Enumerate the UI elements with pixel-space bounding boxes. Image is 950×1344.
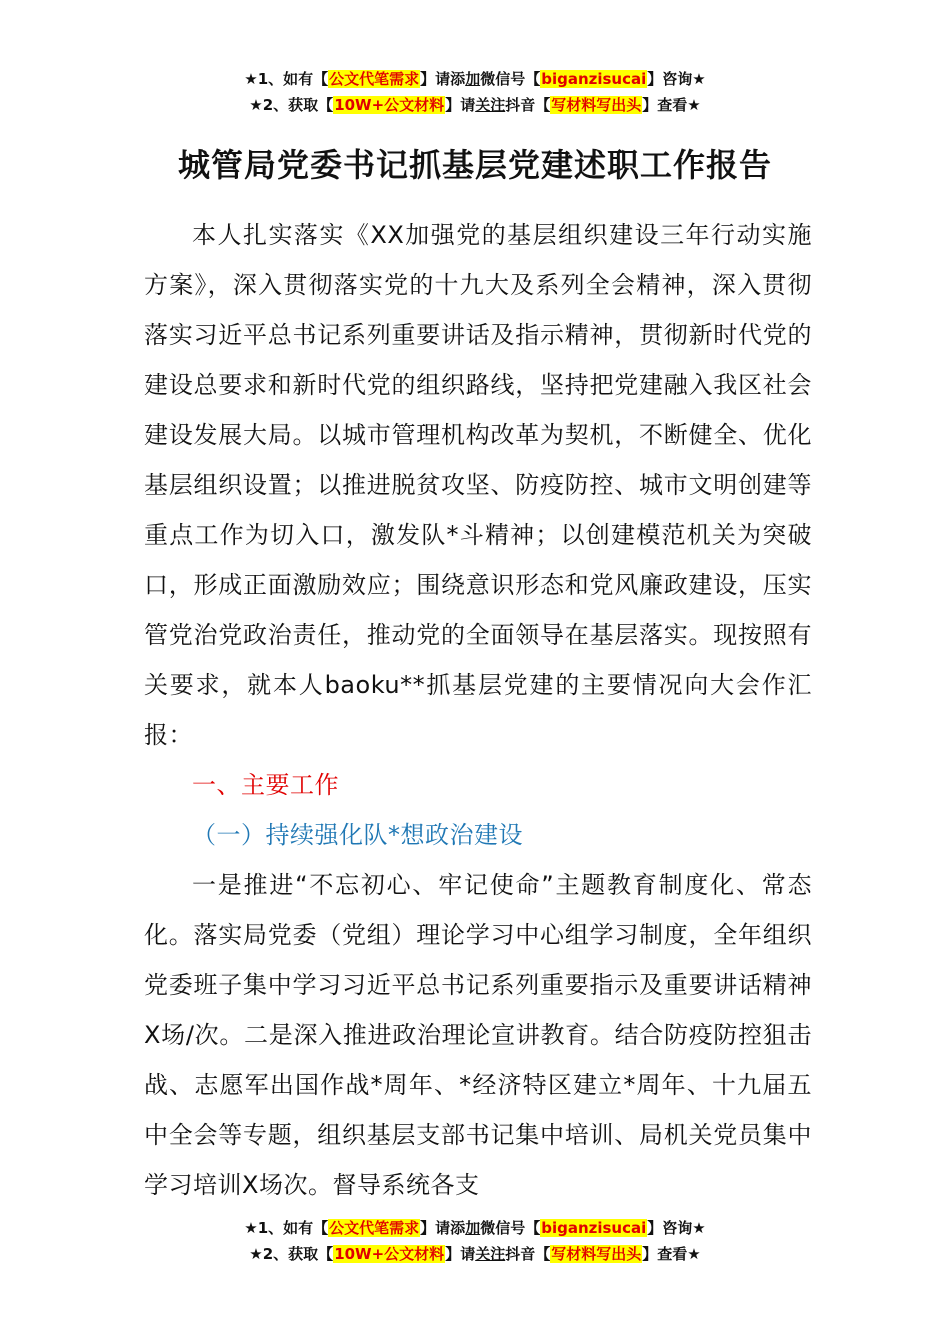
section-heading: 一、主要工作: [192, 771, 339, 799]
banner-highlight: biganzisucai: [541, 70, 647, 88]
banner-highlight: 公文代笔需求: [329, 70, 420, 88]
footer-banner: [0, 1215, 950, 1267]
banner-highlight: 10W+公文材料: [334, 96, 445, 114]
banner-highlight: biganzisucai: [541, 1219, 647, 1237]
header-banner: [0, 66, 950, 118]
body-paragraph: 一是推进“不忘初心、牢记使命”主题教育制度化、常态化。落实局党委（党组）理论学习中心组学习制度，全年组织党委班子集中学习习近平总书记系列重要指示及重要讲话精神X场/次。二是深入推进政治理论宣讲教育。结合防疫防控狙击战、志愿军出国作战*周年、*经济特区建立*周年、十九届五中全会等专题，组织基层支部书记集中培训、局机关党员集中学习培训X场次。督导系统各支: [144, 871, 812, 1199]
intro-paragraph: 本人扎实落实《XX加强党的基层组织建设三年行动实施方案》，深入贯彻落实党的十九大及系列全会精神，深入贯彻落实习近平总书记系列重要讲话及指示精神，贯彻新时代党的建设总要求和新时代党的组织路线，坚持把党建融入我区社会建设发展大局。以城市管理机构改革为契机，不断健全、优化基层组织设置；以推进脱贫攻坚、防疫防控、城市文明创建等重点工作为切入口，激发队*斗精神；以创建模范机关为突破口，形成正面激励效应；围绕意识形态和党风廉政建设，压实管党治党政治责任，推动党的全面领导在基层落实。现按照有关要求，就本人baoku**抓基层党建的主要情况向大会作汇报：: [144, 221, 812, 749]
banner-highlight: 10W+公文材料: [334, 1245, 445, 1263]
banner-highlight: 公文代笔需求: [329, 1219, 420, 1237]
banner-line-1: ★1、如有【公文代笔需求】请添加微信号【biganzisucai】咨询★: [244, 70, 706, 88]
page-title: 城管局党委书记抓基层党建述职工作报告: [177, 146, 772, 184]
banner-highlight: 写材料写出头: [551, 96, 642, 114]
banner-highlight: 写材料写出头: [551, 1245, 642, 1263]
banner-line-2: ★2、获取【10W+公文材料】请关注抖音【写材料写出头】查看★: [249, 1245, 701, 1263]
banner-line-1: ★1、如有【公文代笔需求】请添加微信号【biganzisucai】咨询★: [244, 1219, 706, 1237]
subsection-heading: （一）持续强化队*想政治建设: [192, 821, 523, 849]
document-body: [144, 210, 812, 1210]
banner-line-2: ★2、获取【10W+公文材料】请关注抖音【写材料写出头】查看★: [249, 96, 701, 114]
